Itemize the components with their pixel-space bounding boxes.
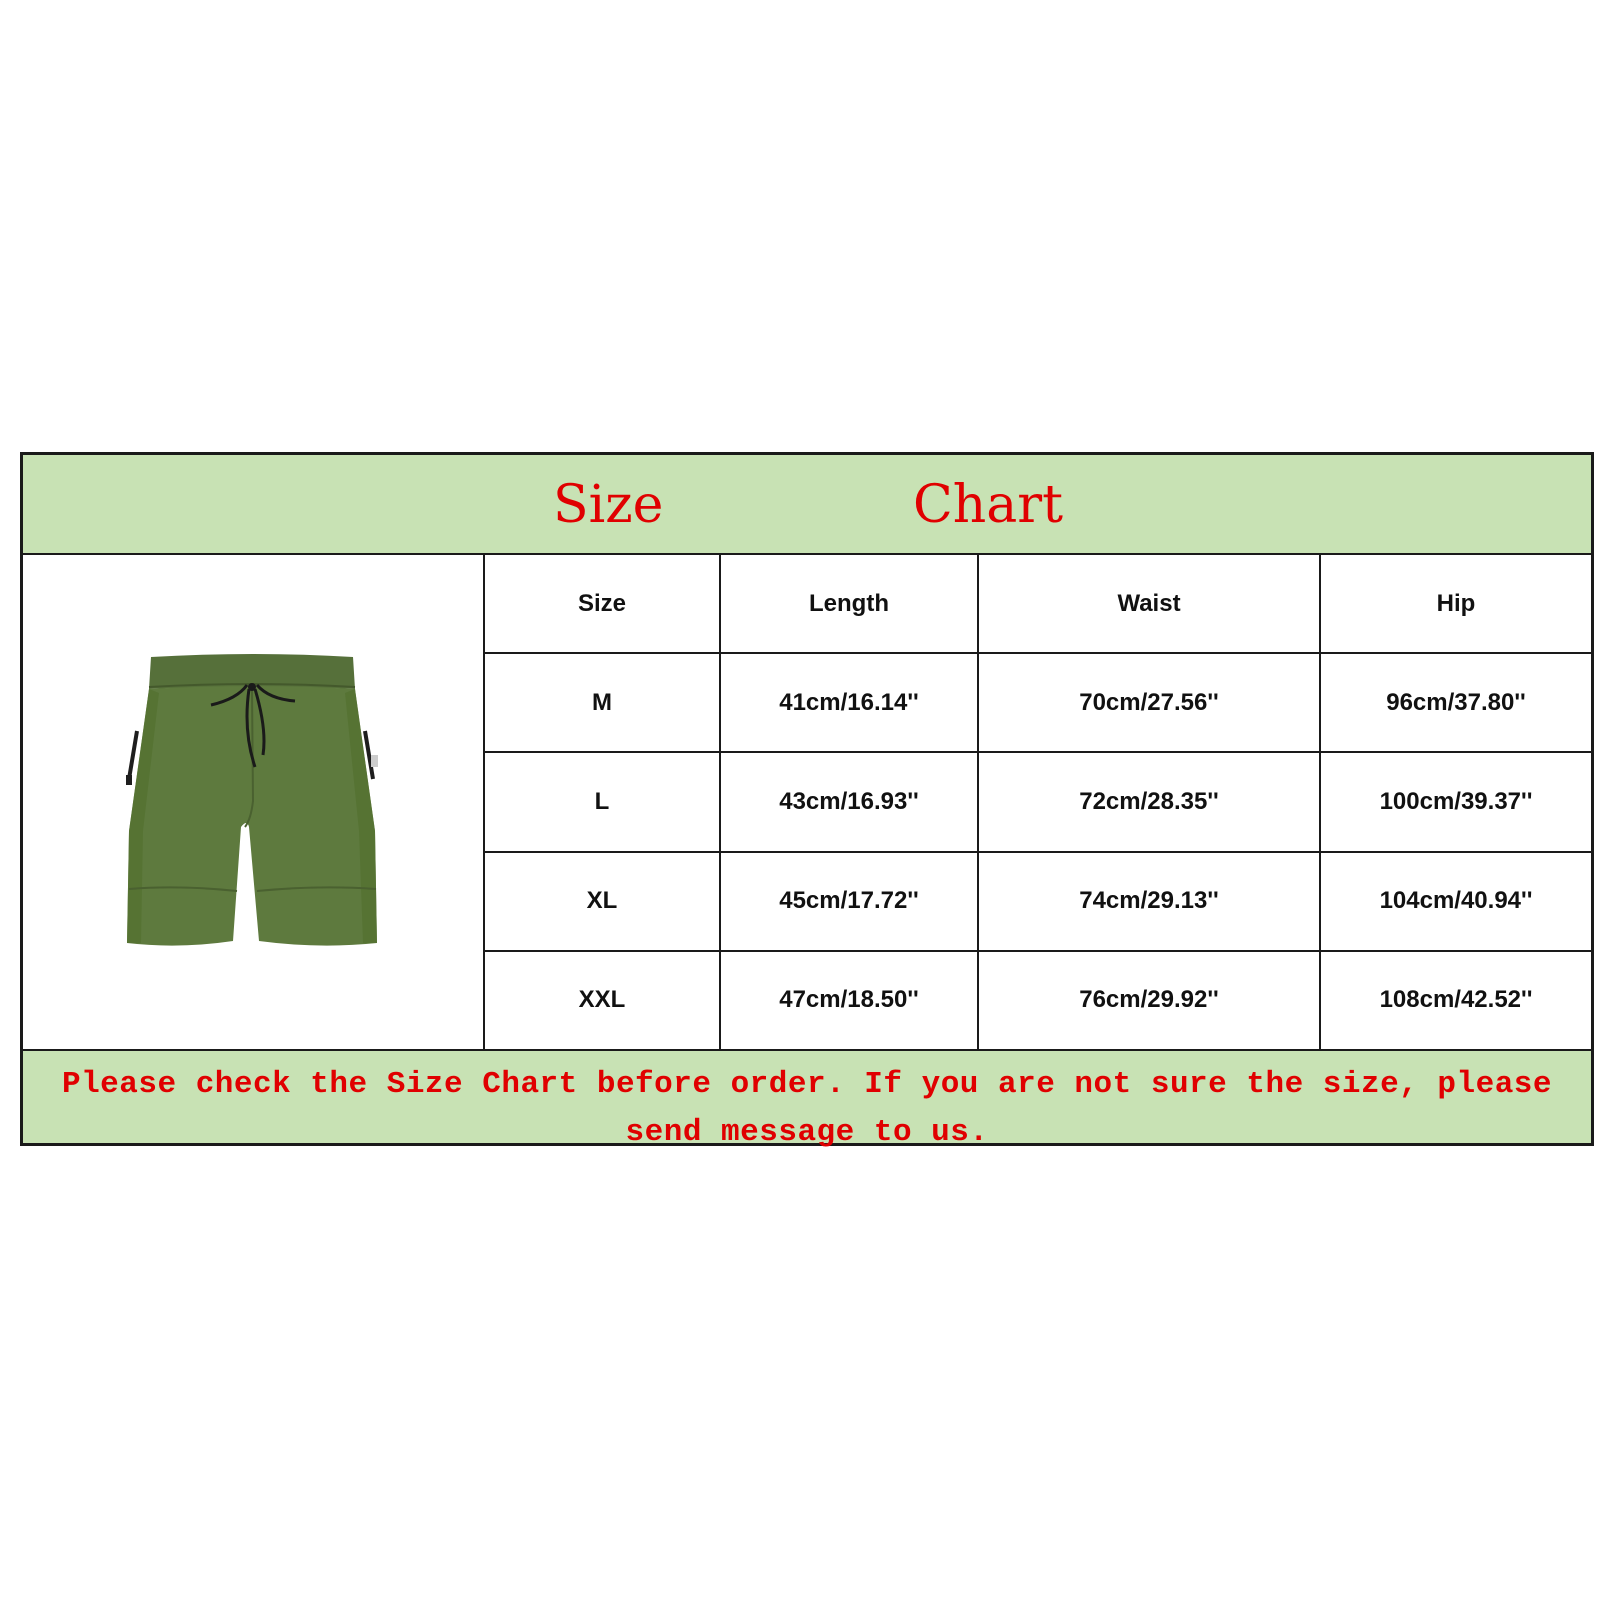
header-waist: Waist <box>978 555 1320 653</box>
cell-hip: 108cm/42.52'' <box>1320 951 1591 1049</box>
cell-waist: 70cm/27.56'' <box>978 653 1320 752</box>
title-word-chart: Chart <box>913 475 1064 535</box>
cell-hip: 96cm/37.80'' <box>1320 653 1591 752</box>
cell-length: 43cm/16.93'' <box>720 752 978 851</box>
product-image-cell <box>23 555 485 1049</box>
note-band <box>23 1049 1591 1150</box>
size-table <box>485 555 1591 1049</box>
note-text: Please check the Size Chart before order. If you are not sure the size, please send message to us. <box>61 1067 1553 1150</box>
table-row <box>485 852 1591 951</box>
table-header-row <box>485 555 1591 653</box>
cell-hip: 104cm/40.94'' <box>1320 852 1591 951</box>
table-row <box>485 752 1591 851</box>
shorts-icon <box>119 651 389 951</box>
cell-waist: 76cm/29.92'' <box>978 951 1320 1049</box>
size-chart <box>20 452 1594 1150</box>
cell-length: 47cm/18.50'' <box>720 951 978 1049</box>
table-row <box>485 951 1591 1049</box>
cell-length: 45cm/17.72'' <box>720 852 978 951</box>
cell-size: L <box>485 752 720 851</box>
cell-size: XL <box>485 852 720 951</box>
cell-size: XXL <box>485 951 720 1049</box>
header-size: Size <box>485 555 720 653</box>
title-band <box>23 455 1591 555</box>
cell-length: 41cm/16.14'' <box>720 653 978 752</box>
cell-waist: 72cm/28.35'' <box>978 752 1320 851</box>
header-hip: Hip <box>1320 555 1591 653</box>
cell-size: M <box>485 653 720 752</box>
cell-waist: 74cm/29.13'' <box>978 852 1320 951</box>
table-row <box>485 653 1591 752</box>
header-length: Length <box>720 555 978 653</box>
cell-hip: 100cm/39.37'' <box>1320 752 1591 851</box>
title-word-size: Size <box>553 475 664 535</box>
